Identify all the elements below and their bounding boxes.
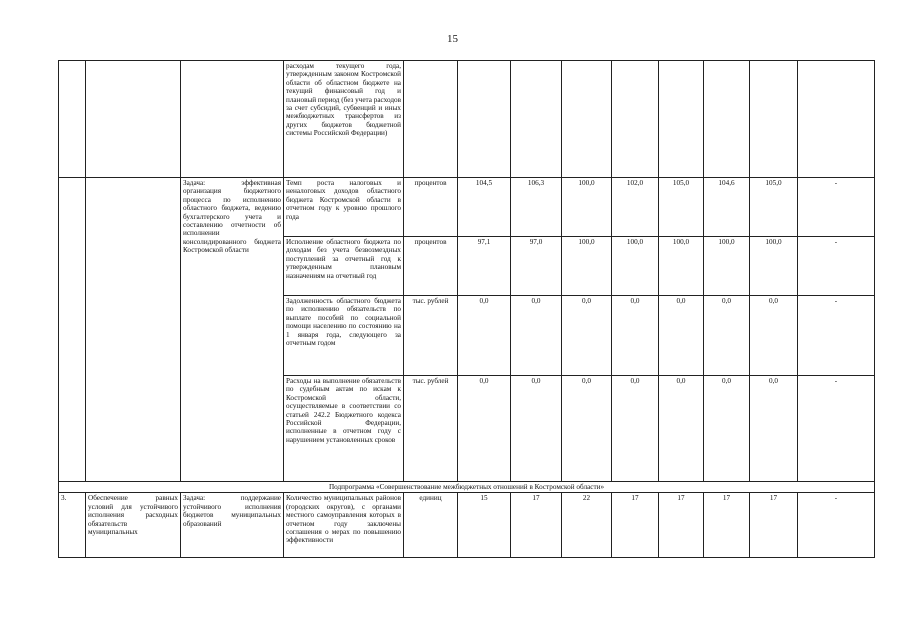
value-cell: 106,3: [511, 178, 562, 237]
value-cell: 0,0: [750, 296, 798, 376]
value-cell: 102,0: [612, 178, 659, 237]
value-cell: 104,6: [704, 178, 750, 237]
value-cell: 0,0: [511, 296, 562, 376]
value-cell: 0,0: [750, 376, 798, 482]
value-cell: 105,0: [659, 178, 704, 237]
indicators-table: [58, 60, 875, 558]
table-row: [59, 178, 875, 237]
indicator-cell: Количество муниципальных районов (городских округов), с органами местного самоуправления которых в отчетном году заключены соглашения о мерах по повышению эффективности: [284, 493, 404, 558]
number-cell: [59, 178, 86, 482]
task-cell: [181, 61, 284, 178]
value-cell: 0,0: [511, 376, 562, 482]
value-cell: 100,0: [704, 237, 750, 296]
page-number: 15: [447, 33, 458, 45]
value-cell: 22: [562, 493, 612, 558]
unit-cell: [404, 61, 458, 178]
indicator-cell: Задолженность областного бюджета по исполнению обязательств по выплате пособий по социальной помощи населению по состоянию на 1 января года, следующего за отчетным годом: [284, 296, 404, 376]
value-cell: 0,0: [458, 376, 511, 482]
value-cell: 100,0: [659, 237, 704, 296]
value-cell: 15: [458, 493, 511, 558]
value-cell: 17: [511, 493, 562, 558]
number-cell: [59, 61, 86, 178]
goal-cell: [86, 178, 181, 482]
value-cell: 17: [704, 493, 750, 558]
value-cell: [798, 61, 875, 178]
number-cell: 3.: [59, 493, 86, 558]
value-cell: 0,0: [704, 296, 750, 376]
value-cell: 97,1: [458, 237, 511, 296]
indicator-cell: Исполнение областного бюджета по доходам без учета безвозмездных поступлений за отчетный год к утвержденным плановым назначениям на отчетный год: [284, 237, 404, 296]
value-cell: 104,5: [458, 178, 511, 237]
unit-cell: тыс. рублей: [404, 376, 458, 482]
indicator-cell: расходам текущего года, утвержденным законом Костромской области об областном бюджете на текущий финансовый год и плановый период (без учета расходов за счет субсидий, субвенций и иных межбюджетных трансфертов из других бюджетов бюджетной системы Российской Федерации): [284, 61, 404, 178]
value-cell: 17: [659, 493, 704, 558]
value-cell: 97,0: [511, 237, 562, 296]
value-cell: 0,0: [612, 296, 659, 376]
task-cell: Задача: поддержание устойчивого исполнения бюджетов муниципальных образований: [181, 493, 284, 558]
value-cell: 100,0: [562, 237, 612, 296]
value-cell: 0,0: [562, 376, 612, 482]
unit-cell: тыс. рублей: [404, 296, 458, 376]
unit-cell: единиц: [404, 493, 458, 558]
value-cell: -: [798, 376, 875, 482]
value-cell: [750, 61, 798, 178]
value-cell: 0,0: [562, 296, 612, 376]
goal-cell: Обеспечение равных условий для устойчивого исполнения расходных обязательств муниципальных: [86, 493, 181, 558]
value-cell: [704, 61, 750, 178]
value-cell: 0,0: [612, 376, 659, 482]
value-cell: 0,0: [659, 376, 704, 482]
value-cell: -: [798, 237, 875, 296]
value-cell: -: [798, 178, 875, 237]
unit-cell: процентов: [404, 237, 458, 296]
unit-cell: процентов: [404, 178, 458, 237]
value-cell: 0,0: [659, 296, 704, 376]
value-cell: 17: [612, 493, 659, 558]
indicator-cell: Темп роста налоговых и неналоговых доходов областного бюджета Костромской области в отчетном году к уровню прошлого года: [284, 178, 404, 237]
value-cell: 100,0: [562, 178, 612, 237]
value-cell: [458, 61, 511, 178]
indicator-cell: Расходы на выполнение обязательств по судебным актам по искам к Костромской области, осуществляемые в соответствии со статьей 242.2 Бюджетного кодекса Российской Федерации, исполненные в отчетном году с нарушением установленных сроков: [284, 376, 404, 482]
task-cell: Задача: эффективная организация бюджетного процесса по исполнению областного бюджета, ведению бухгалтерского учета и составлению отчетности об исполнении консолидированного бюджета Костромской области: [181, 178, 284, 482]
value-cell: 100,0: [612, 237, 659, 296]
table-row: [59, 482, 875, 493]
value-cell: 0,0: [458, 296, 511, 376]
table-row: [59, 493, 875, 558]
value-cell: [612, 61, 659, 178]
value-cell: 0,0: [704, 376, 750, 482]
value-cell: -: [798, 296, 875, 376]
subprogram-title: Подпрограмма «Совершенствование межбюджетных отношений в Костромской области»: [59, 482, 875, 493]
table-row: [59, 61, 875, 178]
value-cell: [511, 61, 562, 178]
value-cell: 105,0: [750, 178, 798, 237]
value-cell: 100,0: [750, 237, 798, 296]
value-cell: [562, 61, 612, 178]
value-cell: -: [798, 493, 875, 558]
value-cell: [659, 61, 704, 178]
goal-cell: [86, 61, 181, 178]
value-cell: 17: [750, 493, 798, 558]
